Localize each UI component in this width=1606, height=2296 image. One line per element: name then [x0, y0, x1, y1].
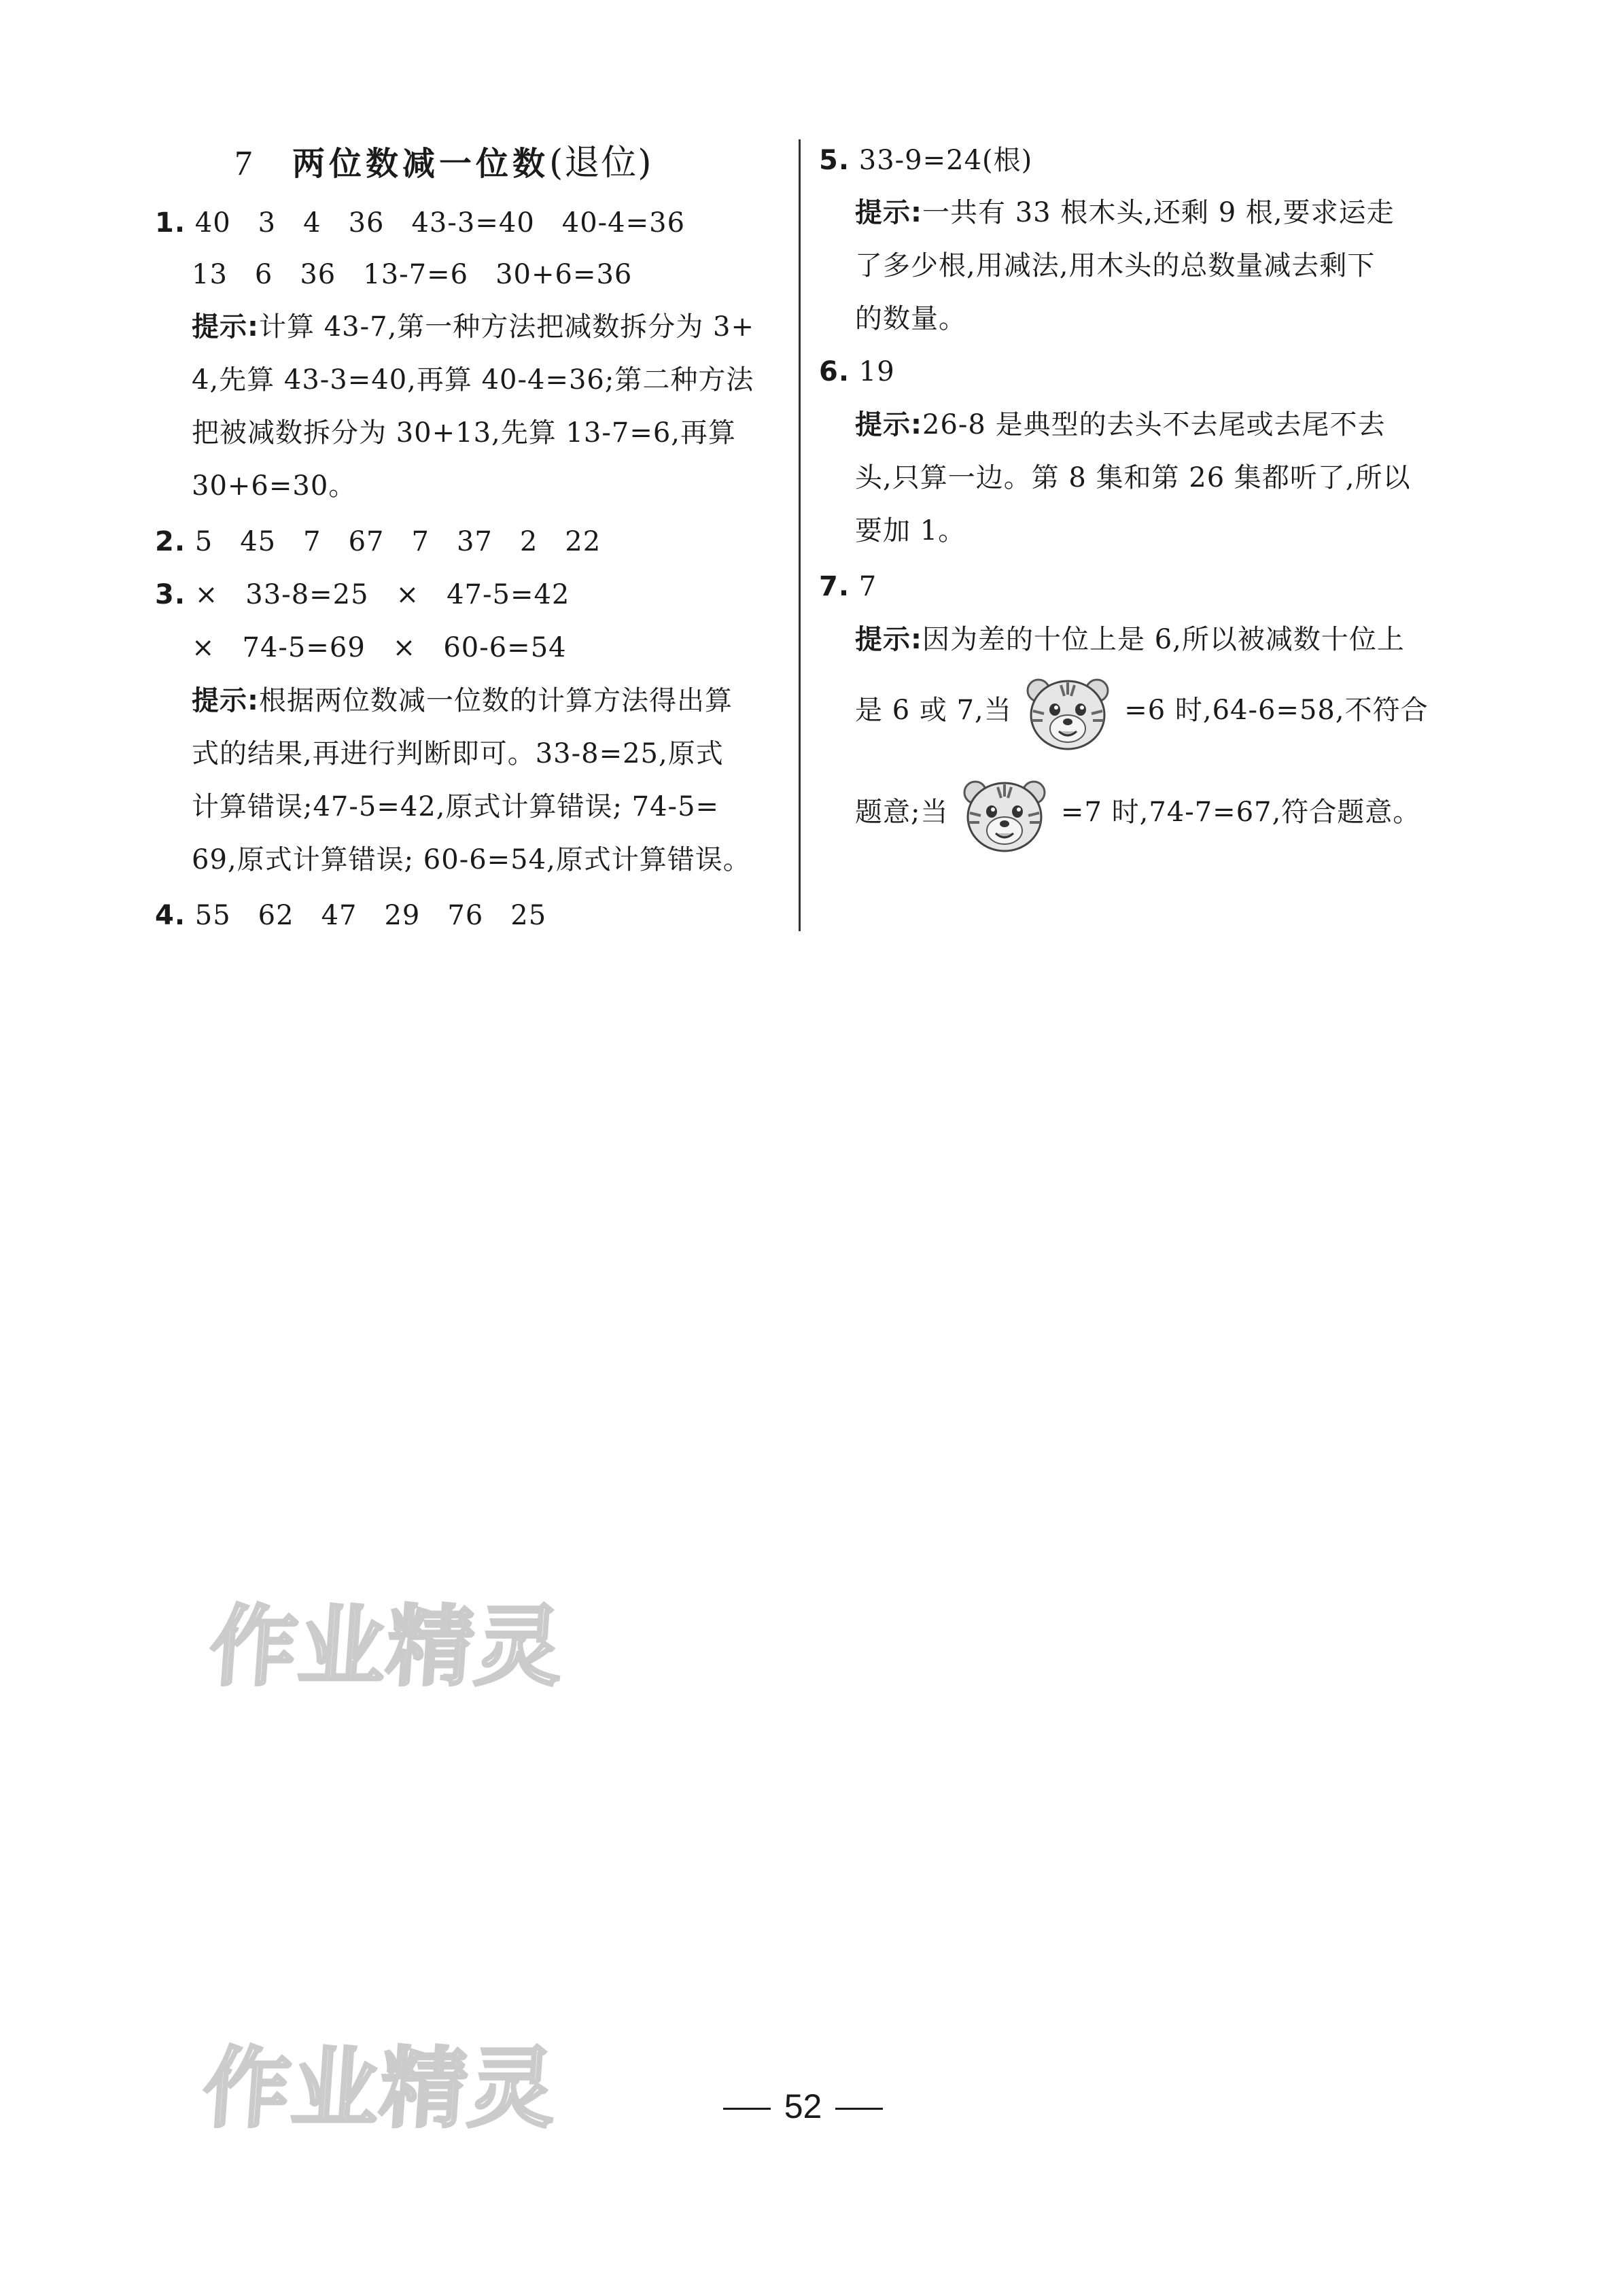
q3-answer: 47-5=42	[447, 579, 570, 610]
q5-number: 5.	[819, 145, 850, 176]
hint-text: 69,原式计算错误; 60-6=54,原式计算错误。	[192, 844, 751, 875]
hint-label: 提示:	[855, 197, 922, 228]
q3-row2	[192, 630, 567, 665]
hint-label: 提示:	[192, 311, 259, 343]
hint-text: 头,只算一边。第 8 集和第 26 集都听了,所以	[855, 462, 1411, 493]
hint-text: 式的结果,再进行判断即可。33-8=25,原式	[192, 738, 724, 769]
cross-mark: ×	[194, 579, 219, 610]
tiger-face-icon	[1024, 672, 1112, 753]
q1-answer: 40-4=36	[561, 207, 686, 239]
q7-hint-line	[855, 771, 1420, 855]
hint-text: 计算错误;47-5=42,原式计算错误; 74-5=	[192, 791, 720, 822]
q3-answer: 33-8=25	[245, 579, 369, 610]
q1-answer: 36	[348, 207, 385, 239]
q1-answer: 36	[300, 259, 336, 290]
page-number-dash	[835, 2108, 883, 2110]
hint-text: 的数量。	[855, 303, 966, 334]
q1-number: 1.	[155, 207, 186, 239]
q1-row1	[155, 205, 685, 241]
cross-mark: ×	[396, 579, 420, 610]
hint-text: 是 6 或 7,当	[855, 695, 1012, 726]
q3-answer: 74-5=69	[242, 632, 366, 663]
q1-answer: 13-7=6	[363, 259, 469, 290]
section-title-text: 两位数减一位数	[292, 145, 550, 183]
column-divider	[799, 139, 801, 931]
hint-text: 一共有 33 根木头,还剩 9 根,要求运走	[922, 197, 1395, 228]
q1-hint-line	[192, 415, 736, 451]
q7-number: 7.	[819, 571, 850, 602]
hint-label: 提示:	[192, 685, 259, 716]
hint-text: 30+6=30。	[192, 470, 357, 502]
q3-hint-line	[192, 842, 751, 877]
q3-number: 3.	[155, 579, 186, 610]
hint-text: =6 时,64-6=58,不符合	[1124, 695, 1429, 726]
hint-text: 26-8 是典型的去头不去尾或去尾不去	[922, 409, 1386, 440]
section-number: 7	[234, 144, 252, 183]
hint-label: 提示:	[855, 409, 922, 440]
hint-text: 要加 1。	[855, 515, 966, 546]
q6-answer: 19	[858, 356, 895, 387]
page-number-dash	[723, 2108, 771, 2110]
q2-answer: 67	[348, 526, 385, 557]
q2-answer: 7	[411, 526, 430, 557]
q4-answer: 29	[384, 900, 421, 931]
q5-hint-line	[855, 301, 966, 336]
q1-hint-line	[192, 468, 356, 504]
q7-hint-line	[855, 669, 1429, 753]
cross-mark: ×	[392, 632, 417, 663]
hint-text: 4,先算 43-3=40,再算 40-4=36;第二种方法	[192, 364, 754, 396]
q5-row	[819, 143, 1032, 178]
hint-text: 因为差的十位上是 6,所以被减数十位上	[922, 624, 1405, 655]
q3-row1	[155, 577, 570, 612]
q1-row2	[192, 257, 632, 292]
section-subtitle: (退位)	[549, 143, 653, 184]
q6-hint-line	[855, 513, 966, 549]
q7-hint-line	[855, 622, 1405, 657]
q2-number: 2.	[155, 526, 186, 557]
q3-hint-line	[192, 736, 724, 771]
q7-row	[819, 569, 877, 604]
q5-hint-line	[855, 195, 1395, 230]
q1-answer: 6	[254, 259, 273, 290]
q7-answer: 7	[858, 571, 877, 602]
q5-hint-line	[855, 248, 1375, 283]
cross-mark: ×	[192, 632, 215, 663]
hint-text: 计算 43-7,第一种方法把减数拆分为 3+	[259, 311, 754, 343]
q1-hint-line	[192, 309, 754, 345]
q1-hint-line	[192, 362, 754, 398]
q4-answer: 55	[194, 900, 231, 931]
page-number-value: 52	[784, 2087, 822, 2125]
q2-answer: 37	[456, 526, 493, 557]
q6-hint-line	[855, 407, 1386, 442]
q6-number: 6.	[819, 356, 850, 387]
hint-label: 提示:	[855, 624, 922, 655]
q5-answer: 33-9=24(根)	[858, 145, 1033, 176]
hint-text: 了多少根,用减法,用木头的总数量减去剩下	[855, 250, 1376, 281]
hint-text: 把被减数拆分为 30+13,先算 13-7=6,再算	[192, 417, 736, 449]
q4-answer: 76	[447, 900, 484, 931]
hint-text: =7 时,74-7=67,符合题意。	[1060, 797, 1421, 828]
q4-answer: 25	[510, 900, 547, 931]
q4-row	[155, 898, 546, 933]
q1-answer: 40	[194, 207, 231, 239]
hint-text: 根据两位数减一位数的计算方法得出算	[259, 685, 733, 716]
watermark: 作业精灵	[206, 1597, 568, 1698]
q6-hint-line	[855, 460, 1411, 495]
q2-answer: 5	[194, 526, 213, 557]
q3-answer: 60-6=54	[443, 632, 567, 663]
q1-answer: 3	[258, 207, 277, 239]
q2-answer: 7	[303, 526, 321, 557]
q4-answer: 47	[321, 900, 357, 931]
q1-answer: 30+6=36	[495, 259, 633, 290]
q1-answer: 13	[192, 259, 228, 290]
watermark: 作业精灵	[199, 2038, 561, 2140]
q2-row	[155, 524, 601, 559]
q6-row	[819, 354, 895, 389]
q4-number: 4.	[155, 900, 186, 931]
q4-answer: 62	[258, 900, 294, 931]
q3-hint-line	[192, 683, 733, 718]
q2-answer: 45	[240, 526, 277, 557]
page-number	[0, 2087, 1606, 2126]
section-title	[234, 143, 653, 184]
tiger-face-icon	[960, 773, 1049, 855]
q1-answer: 4	[303, 207, 321, 239]
q2-answer: 2	[519, 526, 538, 557]
q1-answer: 43-3=40	[411, 207, 535, 239]
hint-text: 题意;当	[855, 797, 949, 828]
q3-hint-line	[192, 789, 719, 824]
q2-answer: 22	[565, 526, 601, 557]
